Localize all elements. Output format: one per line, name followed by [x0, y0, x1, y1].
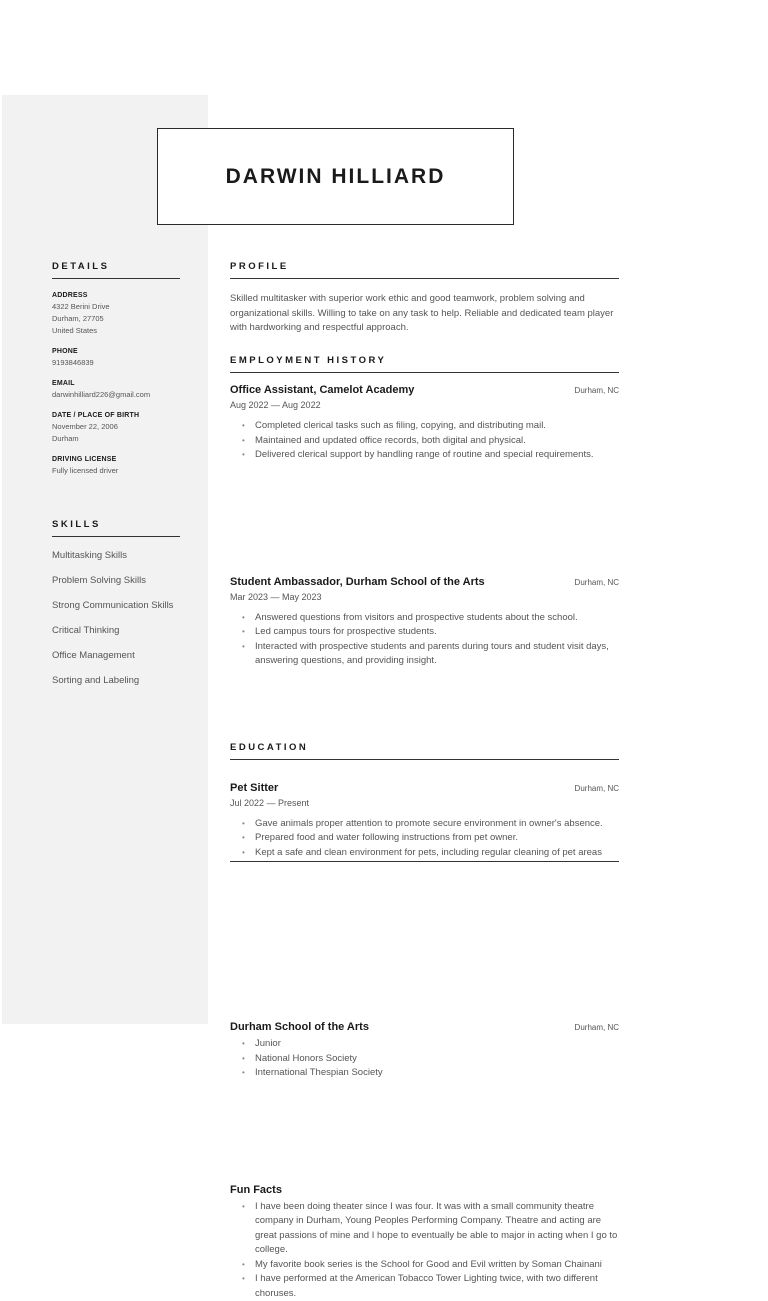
job-bullets: [230, 611, 619, 669]
education-bullet: • International Thespian Society: [255, 1066, 619, 1081]
job-bullet: • Answered questions from visitors and prospective students about the school.: [255, 611, 619, 626]
address-line: Durham, 27705: [52, 313, 180, 325]
details-section: [52, 261, 180, 477]
job-entry: [230, 576, 619, 669]
job-dates: Aug 2022 — Aug 2022: [230, 400, 619, 410]
skill-item: Office Management: [52, 650, 180, 662]
job-bullet: • Delivered clerical support by handling range of routine and special requirements.: [255, 448, 619, 463]
job-bullet: • Interacted with prospective students and parents during tours and student visit days, answering questions, and providing insight.: [255, 640, 619, 669]
job-title: Pet Sitter: [230, 782, 619, 794]
job-bullet: • Gave animals proper attention to promote secure environment in owner's absence.: [255, 817, 619, 832]
job-location: Durham, NC: [575, 386, 619, 395]
job-location: Durham, NC: [575, 578, 619, 587]
job-bullet: • Completed clerical tasks such as filing, copying, and distributing mail.: [255, 419, 619, 434]
fun-fact-bullet: • I have performed at the American Tobacco Tower Lighting twice, with two different choruses.: [255, 1272, 619, 1301]
profile-section: [230, 261, 619, 336]
education-section: [230, 742, 619, 760]
employment-section: [230, 355, 619, 373]
employment-heading: EMPLOYMENT HISTORY: [230, 355, 619, 373]
fun-fact-bullet: • I have been doing theater since I was four. It was with a small community theatre company in Durham, Young Peoples Performing Company. Theatre and acting are great passions of mine and I hope to eventually be able to major in acting when I go to college.: [255, 1200, 619, 1258]
school-name: Durham School of the Arts: [230, 1021, 619, 1033]
birth-date: November 22, 2006: [52, 421, 180, 433]
job-bullet: • Led campus tours for prospective students.: [255, 625, 619, 640]
profile-text: Skilled multitasker with superior work ethic and good teamwork, problem solving and organizational skills. Willing to take on any task to help. Reliable and dedicated team player with hardworking and respectful approach.: [230, 292, 619, 336]
job-bullet: • Kept a safe and clean environment for pets, including regular cleaning of pet areas: [255, 846, 619, 861]
skill-item: Multitasking Skills: [52, 550, 180, 562]
education-heading: EDUCATION: [230, 742, 619, 760]
address-label: ADDRESS: [52, 292, 180, 299]
fun-fact-bullet: • My favorite book series is the School for Good and Evil written by Soman Chainani: [255, 1258, 619, 1273]
name-header-box: [157, 128, 514, 225]
email-value: darwinhilliard226@gmail.com: [52, 389, 180, 401]
address-value: [52, 301, 180, 337]
phone-value: 9193846839: [52, 357, 180, 369]
job-title: Office Assistant, Camelot Academy: [230, 384, 619, 396]
skills-section: [52, 519, 180, 687]
job-entry: [230, 782, 619, 861]
job-bullet: • Prepared food and water following instructions from pet owner.: [255, 831, 619, 846]
fun-facts-title: Fun Facts: [230, 1184, 619, 1196]
skill-item: Critical Thinking: [52, 625, 180, 637]
address-line: 4322 Berini Drive: [52, 301, 180, 313]
birth-value: [52, 421, 180, 445]
job-bullets: [230, 817, 619, 861]
license-value: Fully licensed driver: [52, 465, 180, 477]
education-entry: [230, 1021, 619, 1081]
education-bullet: • National Honors Society: [255, 1052, 619, 1067]
details-heading: DETAILS: [52, 261, 180, 279]
job-dates: Mar 2023 — May 2023: [230, 592, 619, 602]
fun-facts-section: [230, 1184, 619, 1301]
school-location: Durham, NC: [575, 1023, 619, 1032]
job-entry: [230, 384, 619, 463]
job-dates: Jul 2022 — Present: [230, 798, 619, 808]
skill-item: Problem Solving Skills: [52, 575, 180, 587]
candidate-name: DARWIN HILLIARD: [226, 165, 446, 189]
birth-label: DATE / PLACE OF BIRTH: [52, 412, 180, 419]
job-bullets: [230, 419, 619, 463]
education-bullets: [230, 1037, 619, 1081]
skill-item: Strong Communication Skills: [52, 600, 180, 612]
profile-heading: PROFILE: [230, 261, 619, 279]
birth-place: Durham: [52, 433, 180, 445]
skill-item: Sorting and Labeling: [52, 675, 180, 687]
phone-label: PHONE: [52, 348, 180, 355]
job-title: Student Ambassador, Durham School of the Arts: [230, 576, 619, 588]
fun-facts-bullets: [230, 1200, 619, 1301]
job-location: Durham, NC: [575, 784, 619, 793]
email-label: EMAIL: [52, 380, 180, 387]
license-label: DRIVING LICENSE: [52, 456, 180, 463]
section-divider: [230, 861, 619, 862]
job-bullet: • Maintained and updated office records, both digital and physical.: [255, 434, 619, 449]
education-bullet: • Junior: [255, 1037, 619, 1052]
address-line: United States: [52, 325, 180, 337]
skills-heading: SKILLS: [52, 519, 180, 537]
